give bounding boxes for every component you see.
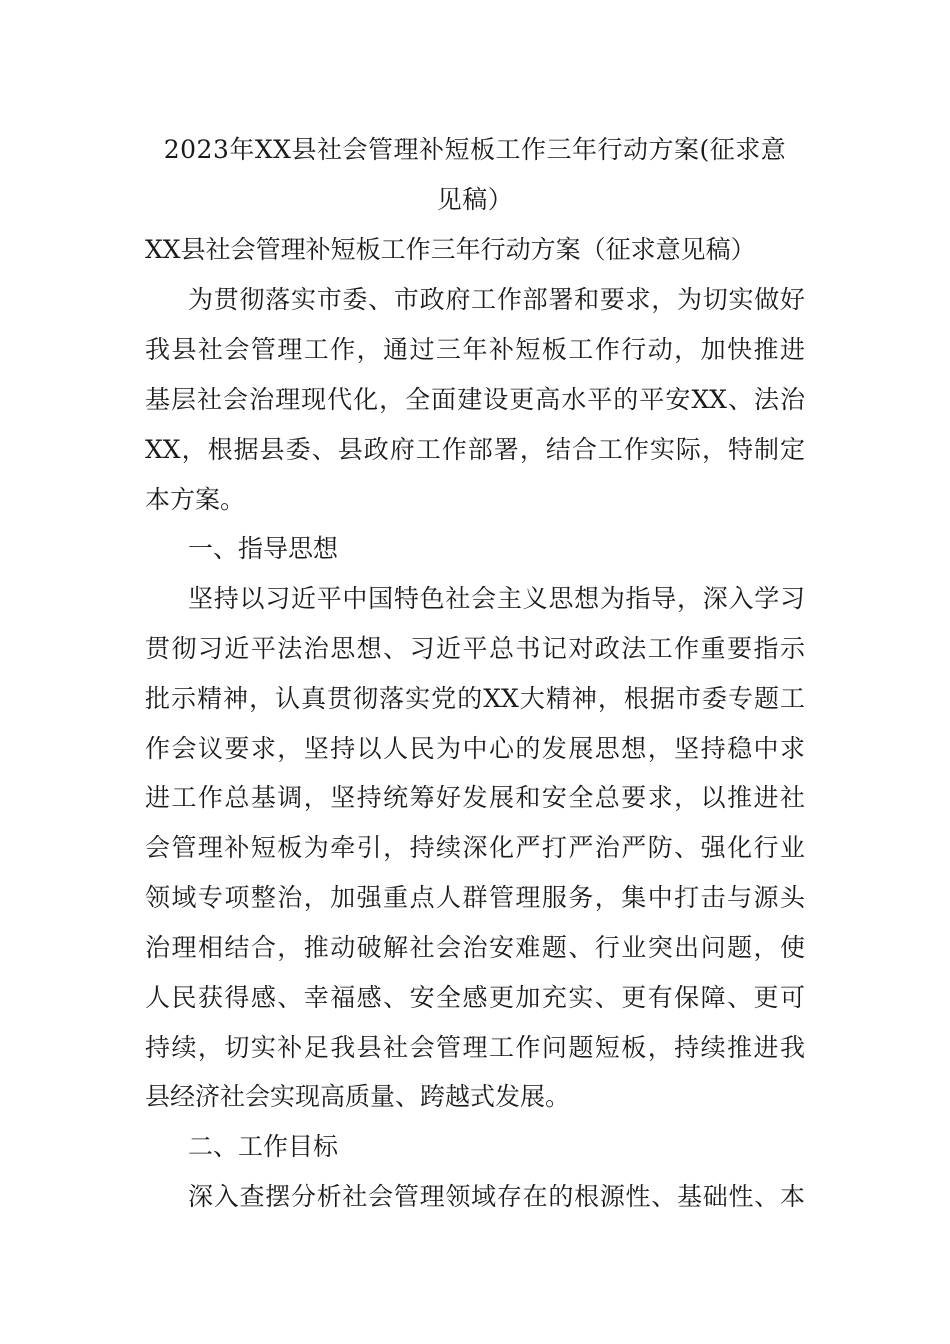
document-title-line-1: 2023年XX县社会管理补短板工作三年行动方案(征求意 — [163, 135, 787, 164]
document-subtitle: XX县社会管理补短板工作三年行动方案（征求意见稿） — [145, 235, 756, 264]
section-1-line: 作会议要求，坚持以人民为中心的发展思想，坚持稳中求 — [145, 734, 805, 763]
section-1-line: 持续，切实补足我县社会管理工作问题短板，持续推进我 — [145, 1033, 805, 1062]
section-1-line: 批示精神，认真贯彻落实党的XX大精神，根据市委专题工 — [145, 684, 805, 713]
section-1-line: 领域专项整治，加强重点人群管理服务，集中打击与源头 — [145, 883, 805, 912]
document-title-line-2: 见稿） — [436, 185, 514, 214]
section-1-line: 县经济社会实现高质量、跨越式发展。 — [145, 1082, 571, 1111]
intro-line: 本方案。 — [145, 485, 246, 514]
section-1-line: 人民获得感、幸福感、安全感更加充实、更有保障、更可 — [145, 983, 805, 1012]
section-1-heading: 一、指导思想 — [188, 534, 339, 563]
section-1-line: 贯彻习近平法治思想、习近平总书记对政法工作重要指示 — [145, 634, 805, 663]
intro-line: 基层社会治理现代化，全面建设更高水平的平安XX、法治 — [145, 385, 805, 414]
intro-line: 我县社会管理工作，通过三年补短板工作行动，加快推进 — [145, 335, 805, 364]
intro-line: XX，根据县委、县政府工作部署，结合工作实际，特制定 — [145, 435, 805, 464]
section-2-heading: 二、工作目标 — [188, 1132, 339, 1161]
section-2-line: 深入查摆分析社会管理领域存在的根源性、基础性、本 — [188, 1182, 805, 1211]
section-1-line: 会管理补短板为牵引，持续深化严打严治严防、强化行业 — [145, 833, 805, 862]
section-1-line: 坚持以习近平中国特色社会主义思想为指导，深入学习 — [188, 584, 805, 613]
section-1-line: 治理相结合，推动破解社会治安难题、行业突出问题，使 — [145, 933, 805, 962]
section-1-line: 进工作总基调，坚持统筹好发展和安全总要求，以推进社 — [145, 783, 805, 812]
intro-line: 为贯彻落实市委、市政府工作部署和要求，为切实做好 — [188, 285, 805, 314]
